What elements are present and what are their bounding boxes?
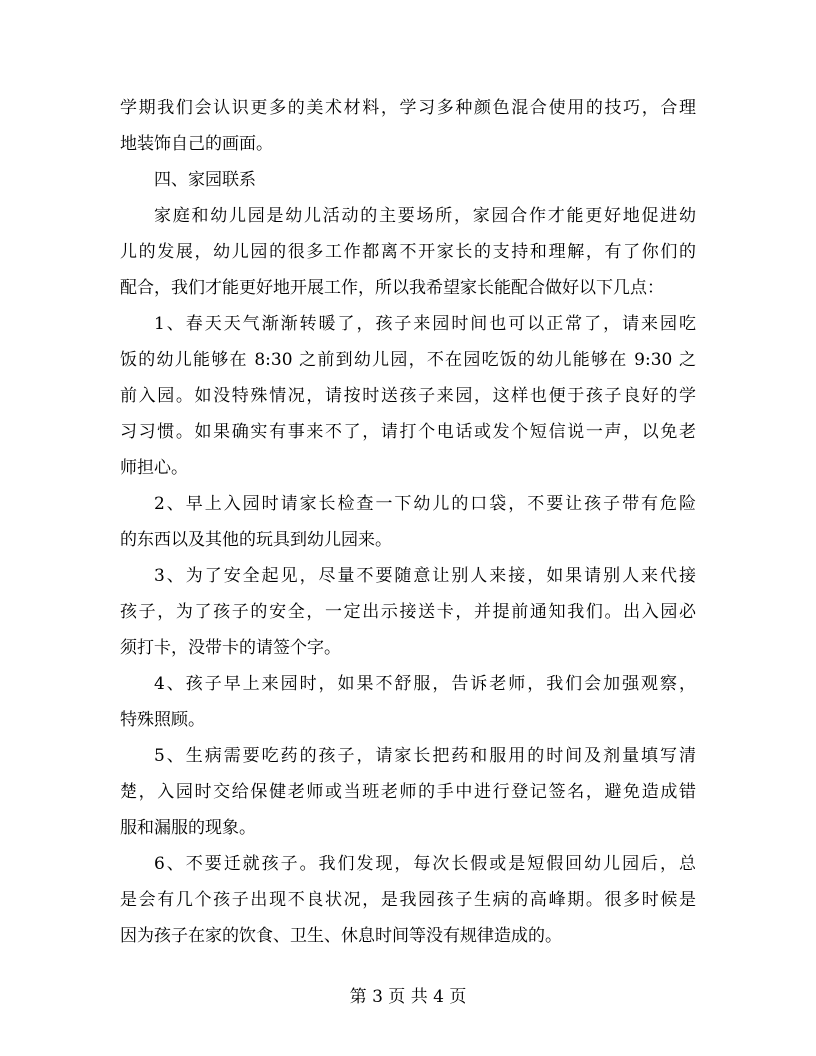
text-line: 5、生病需要吃药的孩子，请家长把药和服用的时间及剂量填写清 [154, 746, 696, 766]
text-line: 因为孩子在家的饮食、卫生、休息时间等没有规律造成的。 [120, 926, 562, 946]
text-line: 配合，我们才能更好地开展工作，所以我希望家长能配合做好以下几点： [120, 278, 664, 298]
text-line: 师担心。 [120, 458, 188, 478]
text-line: 楚，入园时交给保健老师或当班老师的手中进行登记签名，避免造成错 [120, 782, 696, 802]
text-line: 3、为了安全起见，尽量不要随意让别人来接，如果请别人来代接 [154, 566, 696, 586]
text-line: 地装饰自己的画面。 [120, 134, 273, 154]
text-line: 前入园。如没特殊情况，请按时送孩子来园，这样也便于孩子良好的学 [120, 386, 696, 406]
text-line: 4、孩子早上来园时，如果不舒服，告诉老师，我们会加强观察， [154, 674, 696, 694]
text-line: 儿的发展，幼儿园的很多工作都离不开家长的支持和理解，有了你们的 [120, 242, 696, 262]
text-line: 须打卡，没带卡的请签个字。 [120, 638, 341, 658]
text-line: 特殊照顾。 [120, 710, 205, 730]
section-heading: 四、家园联系 [154, 170, 256, 190]
text-line: 服和漏服的现象。 [120, 818, 256, 838]
page-footer: 第 3 页 共 4 页 [349, 987, 467, 1007]
text-line: 1、春天天气渐渐转暖了，孩子来园时间也可以正常了，请来园吃 [154, 314, 696, 334]
text-line: 饭的幼儿能够在 8:30 之前到幼儿园，不在园吃饭的幼儿能够在 9:30 之 [120, 350, 696, 370]
text-line: 习习惯。如果确实有事来不了，请打个电话或发个短信说一声，以免老 [120, 422, 696, 442]
text-line: 是会有几个孩子出现不良状况，是我园孩子生病的高峰期。很多时候是 [120, 890, 696, 910]
text-line: 的东西以及其他的玩具到幼儿园来。 [120, 530, 392, 550]
document-body [120, 90, 696, 954]
text-line: 家庭和幼儿园是幼儿活动的主要场所，家园合作才能更好地促进幼 [154, 206, 696, 226]
text-line: 2、早上入园时请家长检查一下幼儿的口袋，不要让孩子带有危险 [154, 494, 696, 514]
text-line: 孩子，为了孩子的安全，一定出示接送卡，并提前通知我们。出入园必 [120, 602, 696, 622]
text-line: 学期我们会认识更多的美术材料，学习多种颜色混合使用的技巧，合理 [120, 98, 696, 118]
text-line: 6、不要迁就孩子。我们发现，每次长假或是短假回幼儿园后，总 [154, 854, 696, 874]
